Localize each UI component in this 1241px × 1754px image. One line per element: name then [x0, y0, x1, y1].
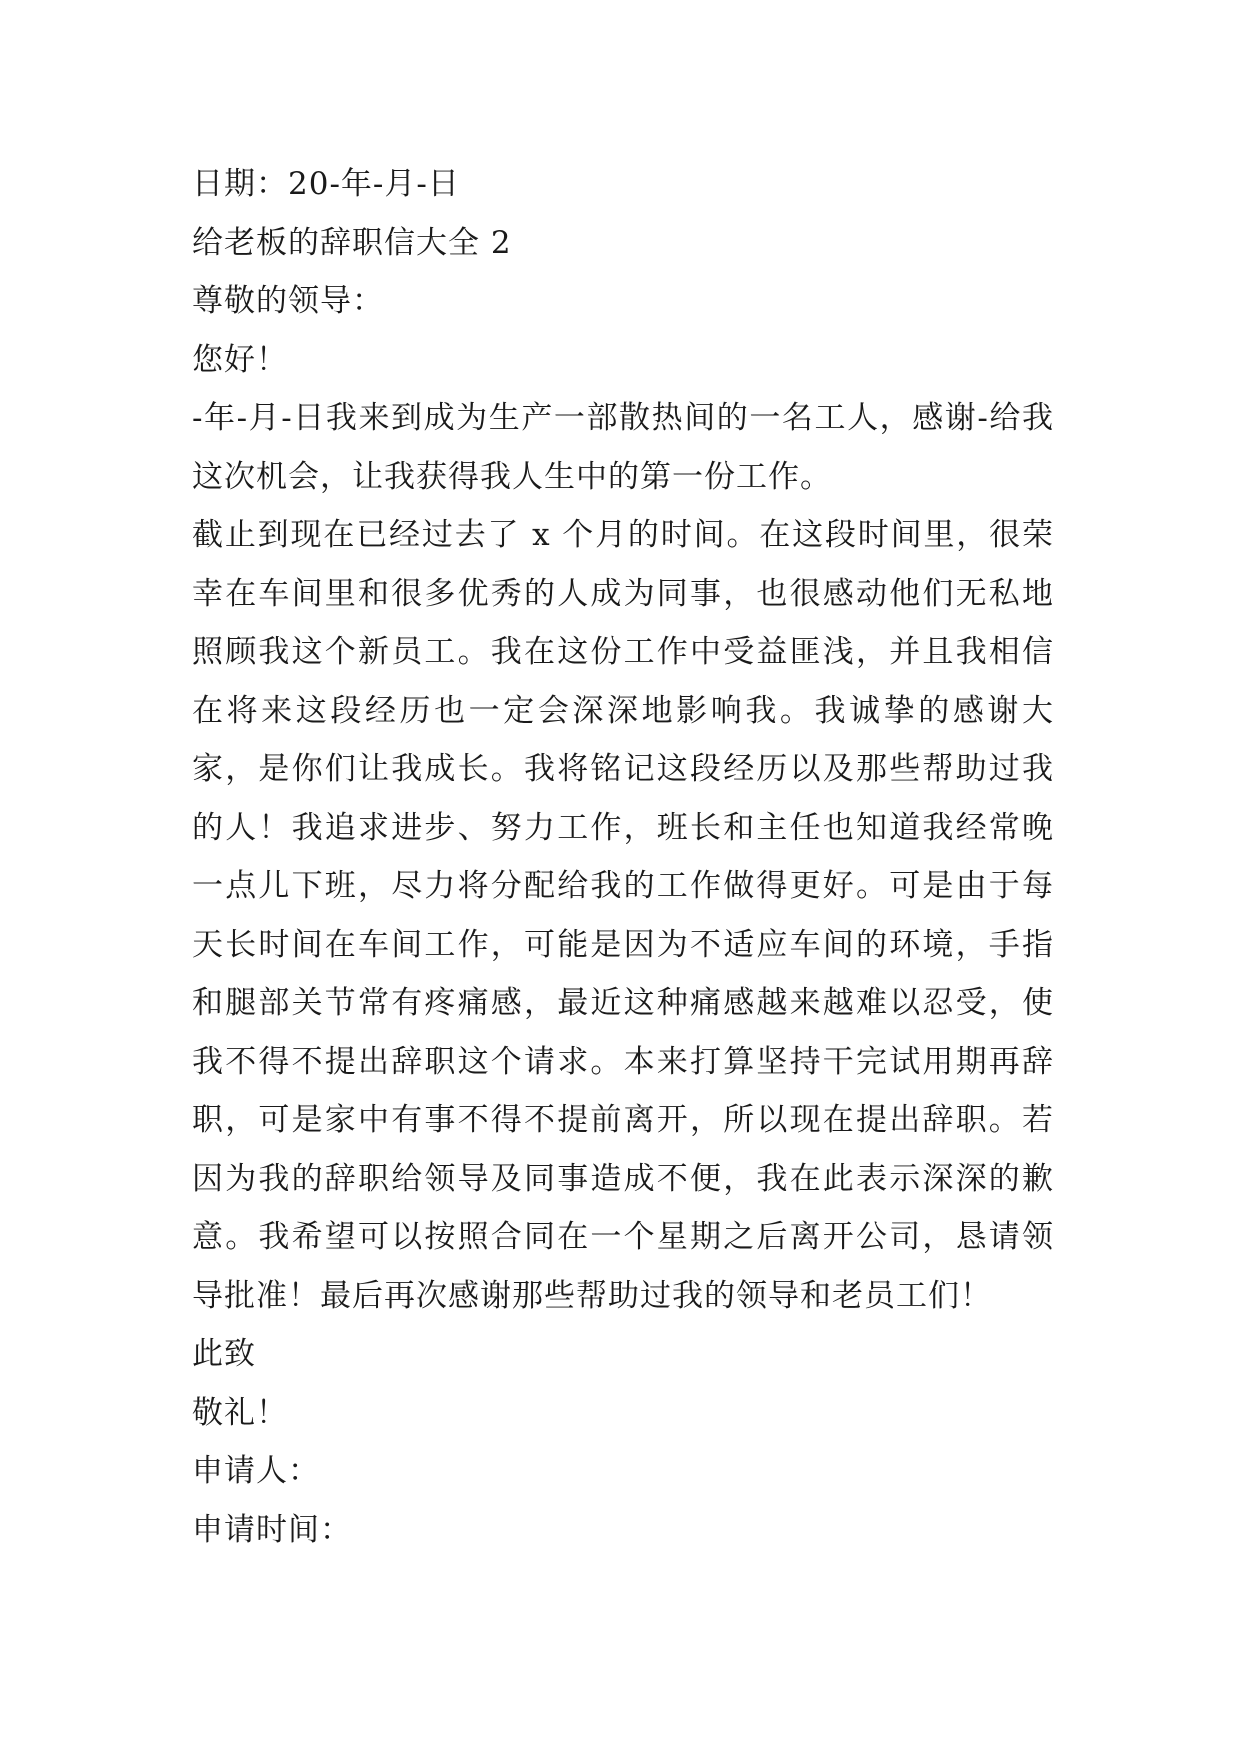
date-line: 日期：20-年-月-日 [192, 166, 460, 202]
closing-regards: 此致 [192, 1336, 256, 1372]
letter-title: 给老板的辞职信大全 2 [192, 224, 512, 261]
salutation: 尊敬的领导： [192, 283, 384, 319]
closing-salute: 敬礼！ [192, 1394, 288, 1431]
letter-body [192, 155, 1054, 1559]
application-time-label: 申请时间： [192, 1511, 352, 1548]
paragraph-intro: -年-月-日我来到成为生产一部散热间的一名工人，感谢-给我这次机会，让我获得我人生中的第一份工作。 [192, 400, 1054, 495]
applicant-label: 申请人： [192, 1453, 320, 1489]
greeting: 您好！ [192, 341, 288, 378]
paragraph-main: 截止到现在已经过去了 x 个月的时间。在这段时间里，很荣幸在车间里和很多优秀的人成为同事，也很感动他们无私地照顾我这个新员工。我在这份工作中受益匪浅，并且我相信在将来这段经历也一定会深深地影响我。我诚挚的感谢大家，是你们让我成长。我将铭记这段经历以及那些帮助过我的人！我追求进步、努力工作，班长和主任也知道我经常晚一点儿下班，尽力将分配给我的工作做得更好。可是由于每天长时间在车间工作，可能是因为不适应车间的环境，手指和腿部关节常有疼痛感，最近这种痛感越来越难以忍受，使我不得不提出辞职这个请求。本来打算坚持干完试用期再辞职，可是家中有事不得不提前离开，所以现在提出辞职。若因为我的辞职给领导及同事造成不便，我在此表示深深的歉意。我希望可以按照合同在一个星期之后离开公司，恳请领导批准！最后再次感谢那些帮助过我的领导和老员工们！ [192, 517, 1054, 1314]
